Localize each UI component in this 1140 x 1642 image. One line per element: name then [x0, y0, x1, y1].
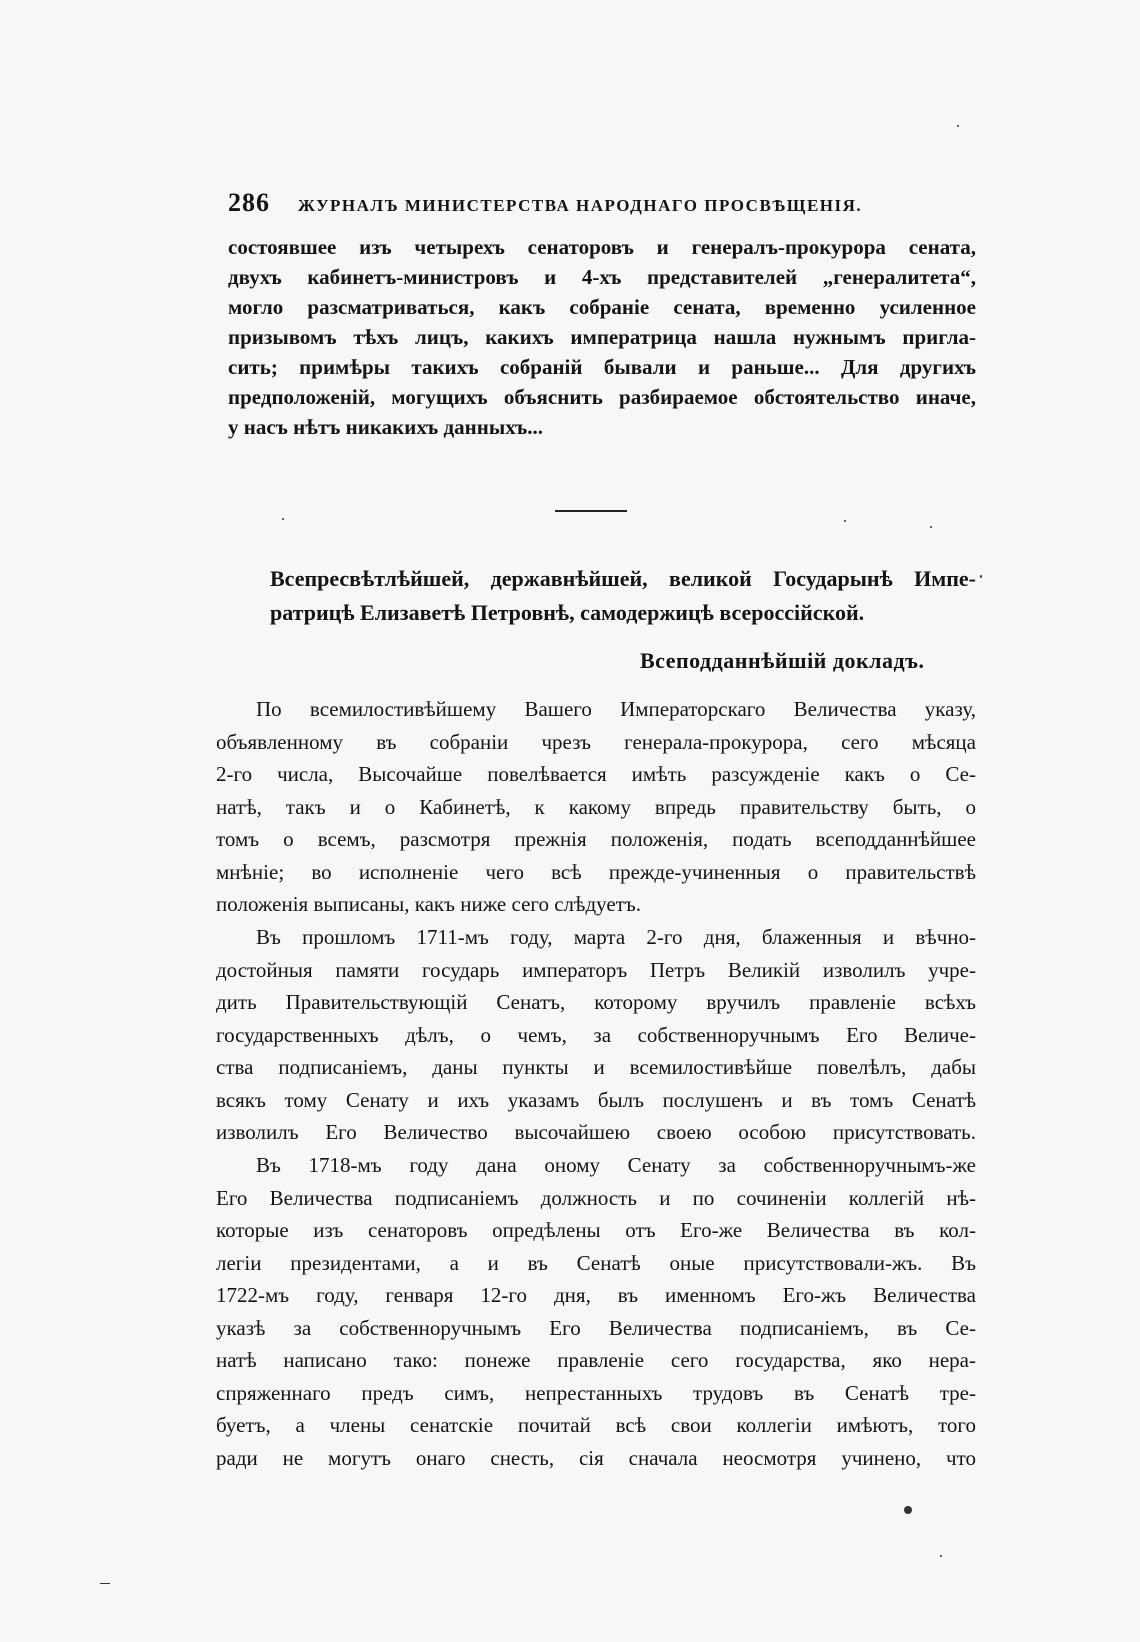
- page-number: 286: [228, 188, 270, 217]
- text-line: дить Правительствующій Сенатъ, которому вручилъ правленіе всѣхъ: [216, 990, 976, 1014]
- page-header: [228, 188, 880, 218]
- text-line: двухъ кабинетъ-министровъ и 4-хъ представителей „генералитета“,: [228, 265, 976, 289]
- report-title: Всеподданнѣйшій докладъ.: [640, 648, 925, 673]
- running-title: ЖУРНАЛЪ МИНИСТЕРСТВА НАРОДНАГО ПРОСВѢЩЕНІЯ.: [298, 196, 863, 215]
- body-paragraph-1: [216, 693, 976, 921]
- scan-speck: [100, 1583, 110, 1584]
- text-line: у насъ нѣтъ никакихъ данныхъ...: [228, 415, 543, 439]
- text-line: сить; примѣры такихъ собраній бывали и раньше... Для другихъ: [228, 355, 976, 379]
- text-line: государственныхъ дѣлъ, о чемъ, за собственноручнымъ Его Величе-: [216, 1022, 976, 1047]
- scan-speck: [844, 520, 846, 522]
- scan-speck: [930, 526, 932, 528]
- text-line: Его Величества подписаніемъ должность и по сочиненіи коллегій нѣ-: [216, 1185, 976, 1210]
- text-line: положенія выписаны, какъ ниже сего слѣдуетъ.: [216, 892, 641, 916]
- scan-speck: [282, 518, 284, 520]
- text-line: 1722-мъ году, генваря 12-го дня, въ именномъ Его-жъ Величества: [216, 1283, 976, 1307]
- text-line: Въ 1718-мъ году дана оному Сенату за собственноручнымъ-же: [256, 1153, 976, 1177]
- text-line: натѣ написано тако: понеже правленіе сего государства, яко нера-: [216, 1348, 976, 1372]
- text-line: указѣ за собственноручнымъ Его Величества подписаніемъ, въ Се-: [216, 1315, 976, 1340]
- text-line: призывомъ тѣхъ лицъ, какихъ императрица нашла нужнымъ пригла-: [228, 325, 976, 349]
- text-line: буетъ, а члены сенатскіе почитай всѣ свои коллегіи имѣютъ, того: [216, 1413, 976, 1437]
- scan-speck: [980, 575, 982, 578]
- scan-speck: [904, 1506, 912, 1514]
- scan-speck: [957, 125, 959, 127]
- text-line: Всепресвѣтлѣйшей, державнѣйшей, великой Государынѣ Импе-: [270, 566, 976, 591]
- text-line: ства подписаніемъ, даны пункты и всемилостивѣйше повелѣлъ, дабы: [216, 1055, 976, 1079]
- text-line: мнѣніе; во исполненіе чего всѣ прежде-учиненныя о правительствѣ: [216, 859, 976, 884]
- text-line: натѣ, такъ и о Кабинетѣ, к какому впредь правительству быть, о: [216, 794, 976, 819]
- text-line: изволилъ Его Величество высочайшею своею особою присутствовать.: [216, 1120, 976, 1144]
- text-line: которые изъ сенаторовъ опредѣлены отъ Его-же Величества въ кол-: [216, 1218, 976, 1242]
- text-line: всякъ тому Сенату и ихъ указамъ былъ послушенъ и въ томъ Сенатѣ: [216, 1087, 976, 1112]
- body-paragraph-3: [216, 1149, 976, 1474]
- text-line: 2-го числа, Высочайше повелѣвается имѣть разсужденіе какъ о Се-: [216, 762, 976, 786]
- section-divider: [555, 510, 627, 512]
- text-line: легіи президентами, а и въ Сенатѣ оные присутствовали-жъ. Въ: [216, 1250, 976, 1275]
- text-line: предположеній, могущихъ объяснить разбираемое обстоятельство иначе,: [228, 385, 976, 409]
- text-line: могло разсматриваться, какъ собраніе сената, временно усиленное: [228, 295, 976, 319]
- text-line: Въ прошломъ 1711-мъ году, марта 2-го дня, блаженныя и вѣчно-: [256, 925, 976, 949]
- text-line: По всемилостивѣйшему Вашего Императорскаго Величества указу,: [256, 697, 976, 721]
- text-line: достойныя памяти государь императоръ Петръ Великій изволилъ учре-: [216, 957, 976, 982]
- text-line: состоявшее изъ четырехъ сенаторовъ и генералъ-прокурора сената,: [228, 235, 976, 259]
- body-paragraph-2: [216, 921, 976, 1149]
- text-line: томъ о всемъ, разсмотря прежнія положенія, подать всеподданнѣйшее: [216, 827, 976, 851]
- scan-speck: [940, 1555, 942, 1557]
- text-line: ратрицѣ Елизаветѣ Петровнѣ, самодержицѣ всероссійской.: [270, 600, 865, 625]
- text-line: ради не могутъ онаго снесть, сія сначала неосмотря учинено, что: [216, 1445, 976, 1470]
- text-line: спряженнаго предъ симъ, непрестанныхъ трудовъ въ Сенатѣ тре-: [216, 1380, 976, 1405]
- top-paragraph: [228, 232, 976, 442]
- text-line: объявленному въ собраніи чрезъ генерала-прокурора, сего мѣсяца: [216, 729, 976, 754]
- dedication-address: [270, 562, 976, 630]
